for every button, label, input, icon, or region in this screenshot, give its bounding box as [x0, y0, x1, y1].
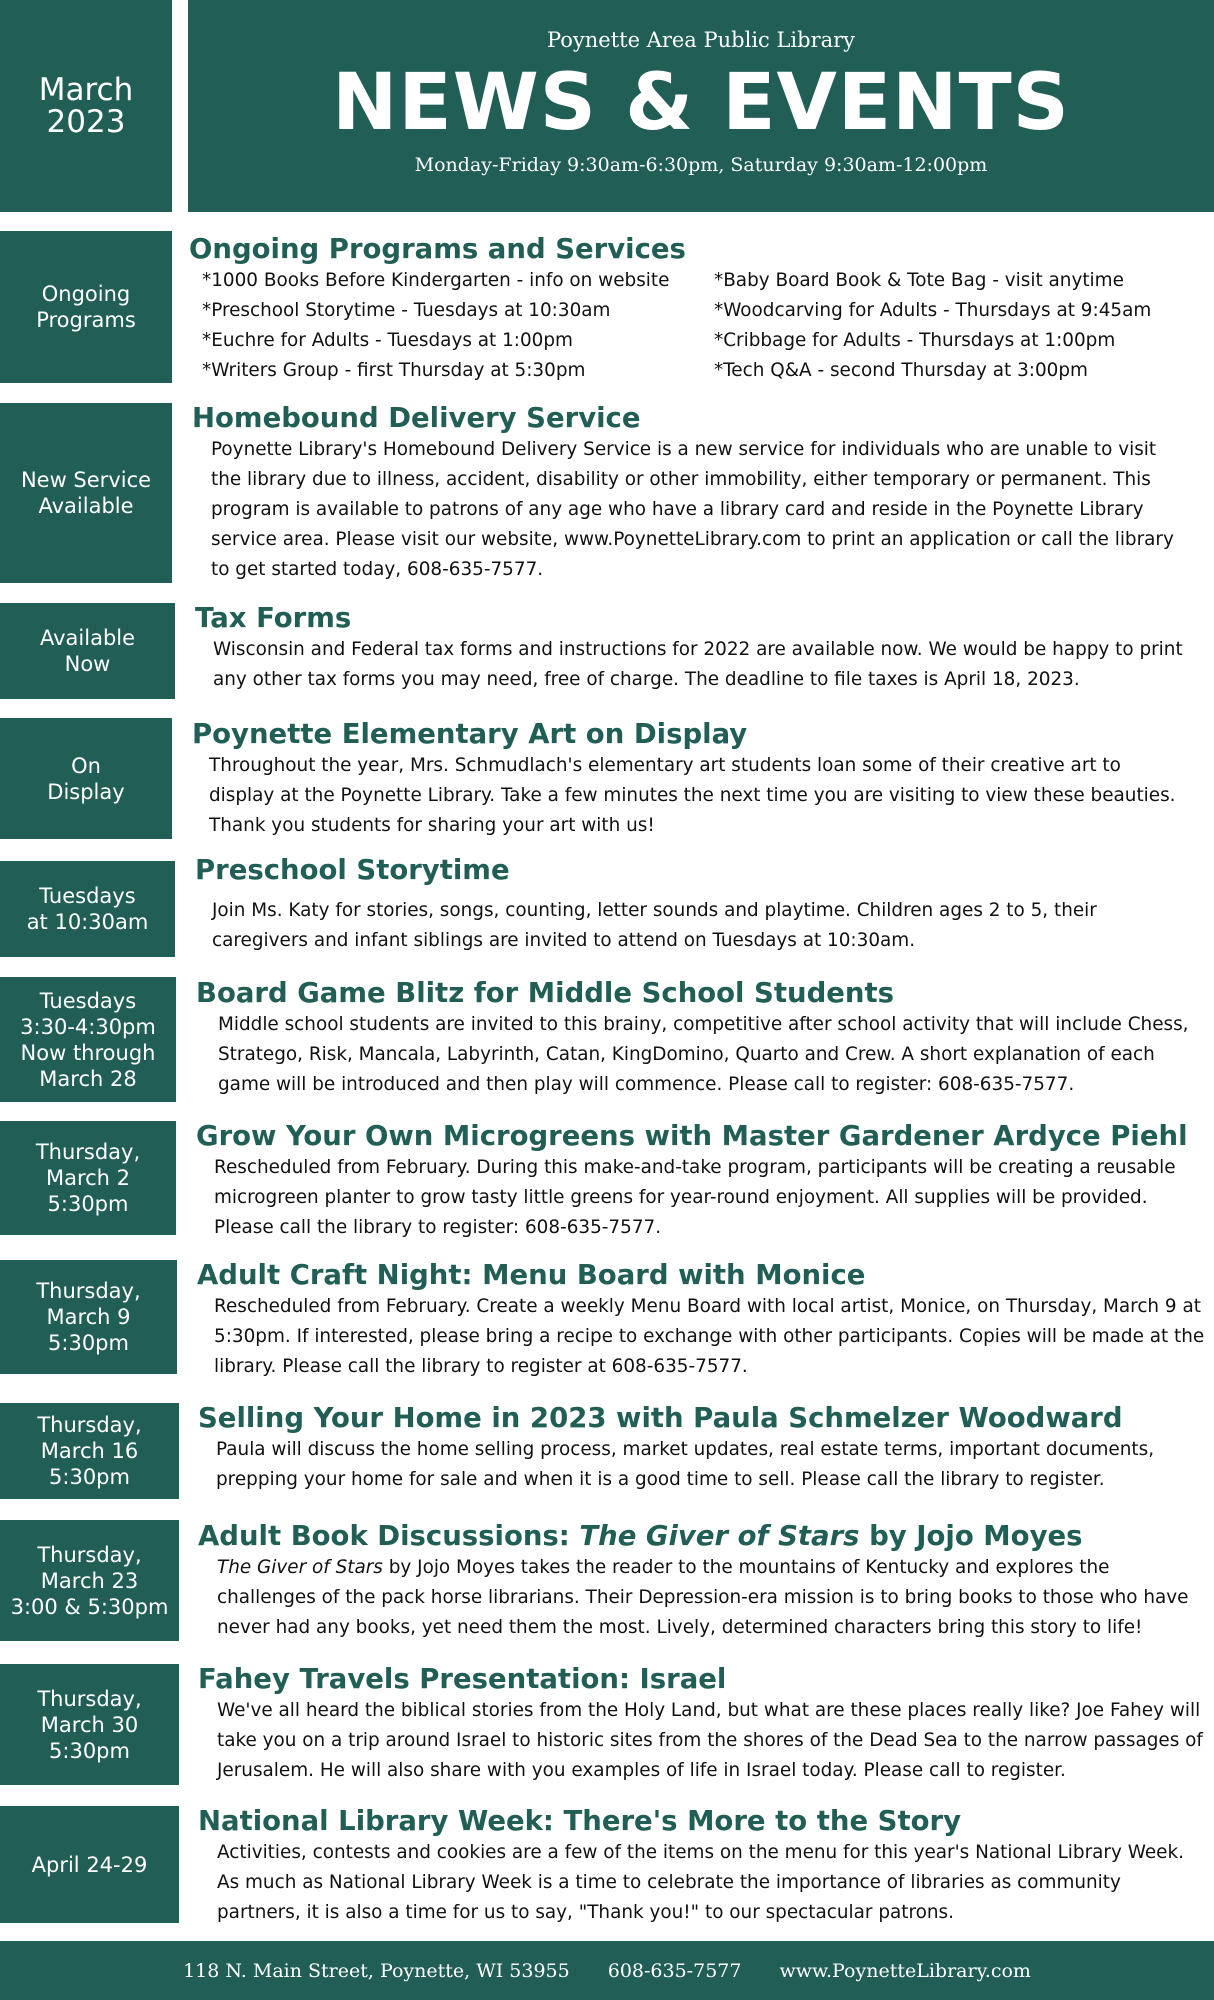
- side-line: March 16: [40, 1439, 139, 1463]
- list-item: *Euchre for Adults - Tuesdays at 1:00pm: [202, 330, 573, 351]
- side-line: March 9: [46, 1305, 131, 1329]
- section-body: Rescheduled from February. Create a weekly Menu Board with local artist, Monice, on Thursday, March 9 at 5:30pm. If interested, please bring a recipe to exchange with other participants. Copies will be made at the library. Please call the library to register at 608-635-7577.: [214, 1296, 1205, 1377]
- side-line: Available: [38, 494, 134, 518]
- section-body: Middle school students are invited to this brainy, competitive after school activity that will include Chess, Stratego, Risk, Mancala, Labyrinth, Catan, KingDomino, Quarto and Crew. A short explanation of each game will be introduced and then play will commence. Please call to register: 608-635-7577.: [218, 1014, 1189, 1095]
- side-line: Tuesdays: [39, 988, 137, 1013]
- section-ongoing-programs: [189, 233, 1214, 386]
- section-art-display: [192, 718, 1214, 841]
- section-body: Paula will discuss the home selling process, market updates, real estate terms, important documents, prepping your home for sale and when it is a good time to sell. Please call the library to register.: [216, 1439, 1155, 1490]
- side-line: Thursday,: [35, 1140, 141, 1164]
- page-footer: [0, 1941, 1214, 2000]
- program-list-right: [714, 266, 1214, 386]
- side-line: New Service: [20, 468, 152, 492]
- section-board-game-blitz: [196, 977, 1214, 1100]
- section-body: Join Ms. Katy for stories, songs, counting, letter sounds and playtime. Children ages 2 to 5, their caregivers and infant siblings are invited to attend on Tuesdays at 10:30am.: [212, 900, 1097, 951]
- side-label-homebound: [0, 403, 172, 583]
- program-list: [189, 266, 1214, 386]
- section-title: Grow Your Own Microgreens with Master Gardener Ardyce Piehl: [196, 1120, 1188, 1152]
- side-line: March 23: [40, 1568, 139, 1593]
- side-line: Thursday,: [37, 1413, 142, 1437]
- side-label-april: [0, 1806, 179, 1923]
- side-line: Tuesdays: [39, 884, 136, 908]
- list-item: *Cribbage for Adults - Thursdays at 1:00pm: [714, 330, 1116, 351]
- side-line: March 28: [39, 1066, 137, 1091]
- side-line: Display: [47, 779, 125, 804]
- list-item: *Baby Board Book & Tote Bag - visit anytime: [714, 270, 1124, 291]
- year-label: 2023: [46, 104, 126, 140]
- body-text: by Jojo Moyes takes the reader to the mountains of Kentucky and explores the challenges of the pack horse librarians. Their Depression-era mission is to bring books to those who have never had any books, yet need them the most. Lively, determined characters bring this story to life!: [217, 1557, 1189, 1638]
- side-label-march-23: [0, 1520, 179, 1641]
- side-line: March 2: [45, 1166, 131, 1190]
- side-line: April 24-29: [31, 1852, 148, 1877]
- side-line: Thursday,: [37, 1686, 142, 1711]
- side-label-march-16: [0, 1403, 179, 1499]
- list-item: *Tech Q&A - second Thursday at 3:00pm: [714, 360, 1088, 381]
- footer-phone: 608-635-7577: [607, 1959, 742, 1982]
- side-line: Now: [64, 652, 111, 676]
- book-title: The Giver of Stars: [579, 1520, 860, 1552]
- list-item: *1000 Books Before Kindergarten - info on website: [202, 270, 670, 291]
- side-label-march-2: [0, 1121, 176, 1235]
- side-line: Available: [39, 626, 136, 650]
- program-list-left: [189, 266, 714, 386]
- section-body: Activities, contests and cookies are a few of the items on the menu for this year's National Library Week. As much as National Library Week is a time to celebrate the importance of libraries as community partners, it is also a time for us to say, "Thank you!" to our spectacular patrons.: [217, 1842, 1184, 1923]
- section-body: Wisconsin and Federal tax forms and instructions for 2022 are available now. We would be happy to print any other tax forms you may need, free of charge. The deadline to file taxes is April 18, 2023.: [213, 639, 1183, 690]
- side-line: On: [71, 753, 101, 778]
- section-title: Fahey Travels Presentation: Israel: [198, 1663, 727, 1695]
- side-line: Ongoing: [41, 282, 131, 306]
- side-line: March 30: [40, 1712, 139, 1737]
- section-body: We've all heard the biblical stories from the Holy Land, but what are these places really like? Joe Fahey will take you on a trip around Israel to historic sites from the shores of the Dead Sea to the narrow passages of Jerusalem. He will also share with you examples of life in Israel today. Please call to register.: [217, 1700, 1203, 1781]
- section-selling-your-home: [198, 1402, 1214, 1495]
- list-item: *Woodcarving for Adults - Thursdays at 9:45am: [714, 300, 1152, 321]
- page-title: NEWS & EVENTS: [332, 58, 1070, 148]
- side-line: 5:30pm: [47, 1192, 129, 1216]
- section-title: Ongoing Programs and Services: [189, 233, 686, 265]
- side-line: at 10:30am: [26, 910, 149, 934]
- side-line: Thursday,: [36, 1279, 141, 1303]
- section-title: Selling Your Home in 2023 with Paula Schmelzer Woodward: [198, 1402, 1123, 1434]
- page-header: [188, 0, 1214, 212]
- side-label-on-display: [0, 718, 172, 839]
- side-label-tuesdays: [0, 861, 175, 957]
- section-body: [198, 1553, 1214, 1643]
- side-label-tax-forms: [0, 603, 175, 699]
- section-adult-craft-night: [197, 1259, 1214, 1382]
- section-tax-forms: [195, 602, 1214, 695]
- side-line: 5:30pm: [48, 1331, 129, 1355]
- side-line: 5:30pm: [49, 1738, 130, 1763]
- section-book-discussion: [198, 1520, 1214, 1643]
- library-name: Poynette Area Public Library: [546, 28, 856, 52]
- footer-website: www.PoynetteLibrary.com: [779, 1959, 1031, 1982]
- section-title: Preschool Storytime: [195, 854, 510, 886]
- title-suffix: by Jojo Moyes: [859, 1520, 1083, 1552]
- section-title: National Library Week: There's More to the Story: [198, 1805, 962, 1837]
- side-line: 3:30-4:30pm: [20, 1014, 156, 1039]
- section-national-library-week: [198, 1805, 1214, 1928]
- side-label-march-30: [0, 1664, 179, 1785]
- side-line: Now through: [20, 1040, 156, 1065]
- section-microgreens: [196, 1120, 1214, 1243]
- list-item: *Writers Group - first Thursday at 5:30pm: [202, 360, 586, 381]
- side-line: Thursday,: [37, 1542, 142, 1567]
- side-label-ongoing: [0, 231, 172, 383]
- section-fahey-travels: [198, 1663, 1214, 1786]
- section-title: Poynette Elementary Art on Display: [192, 718, 748, 750]
- book-title: The Giver of Stars: [217, 1557, 383, 1578]
- section-homebound-delivery: [192, 402, 1214, 585]
- section-body: Rescheduled from February. During this make-and-take program, participants will be creating a reusable microgreen planter to grow tasty little greens for year-round enjoyment. All supplies will be provided. Please call the library to register: 608-635-7577.: [214, 1157, 1176, 1238]
- list-item: *Preschool Storytime - Tuesdays at 10:30am: [202, 300, 611, 321]
- side-label-board-game: [0, 977, 176, 1102]
- section-body: Poynette Library's Homebound Delivery Service is a new service for individuals who are unable to visit the library due to illness, accident, disability or other immobility, either temporary or permanent. This program is available to patrons of any age who have a library card and reside in the Poynette Library service area. Please visit our website, www.PoynetteLibrary.com to print an application or call the library to get started today, 608-635-7577.: [211, 439, 1174, 580]
- section-preschool-storytime: [195, 854, 1214, 956]
- side-line: Programs: [36, 308, 136, 332]
- title-prefix: Adult Book Discussions:: [198, 1520, 580, 1552]
- side-label-march-9: [0, 1260, 177, 1374]
- section-title: Homebound Delivery Service: [192, 402, 641, 434]
- side-line: 5:30pm: [49, 1465, 130, 1489]
- section-body: Throughout the year, Mrs. Schmudlach's elementary art students loan some of their creative art to display at the Poynette Library. Take a few minutes the next time you are visiting to view these beauties. Thank you students for sharing your art with us!: [209, 755, 1176, 836]
- section-title: Adult Craft Night: Menu Board with Monice: [197, 1259, 866, 1291]
- month-label: March: [38, 72, 134, 108]
- library-hours: Monday-Friday 9:30am-6:30pm, Saturday 9:30am-12:00pm: [414, 154, 988, 176]
- section-title: Tax Forms: [195, 602, 352, 634]
- side-line: 3:00 & 5:30pm: [10, 1594, 169, 1619]
- section-title: [198, 1520, 1214, 1552]
- month-badge: [0, 0, 172, 212]
- footer-address: 118 N. Main Street, Poynette, WI 53955: [183, 1959, 570, 1982]
- section-title: Board Game Blitz for Middle School Students: [196, 977, 895, 1009]
